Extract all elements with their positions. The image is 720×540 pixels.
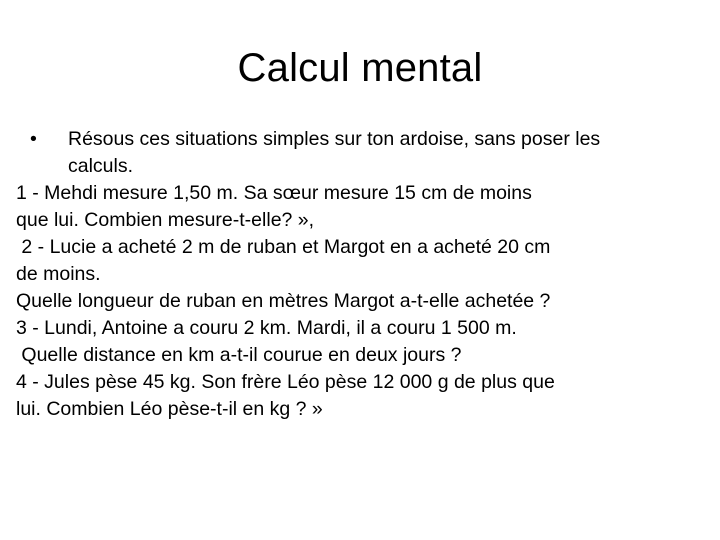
bullet-text-line-1: Résous ces situations simples sur ton ardoise, sans poser les <box>68 128 601 150</box>
problem-2-line-3: Quelle longueur de ruban en mètres Margot a-t-elle achetée ? <box>16 290 551 312</box>
problem-3-line-1: 3 - Lundi, Antoine a couru 2 km. Mardi, il a couru 1 500 m. <box>16 317 517 339</box>
problem-4-line-1: 4 - Jules pèse 45 kg. Son frère Léo pèse 12 000 g de plus que <box>16 371 555 393</box>
problem-2-line-2: de moins. <box>16 263 101 285</box>
problem-1-line-1: 1 - Mehdi mesure 1,50 m. Sa sœur mesure 15 cm de moins <box>16 182 532 204</box>
bullet-text-line-2: calculs. <box>68 155 134 177</box>
bullet-icon: • <box>30 128 37 150</box>
slide-body <box>16 126 706 423</box>
problem-1-line-2: que lui. Combien mesure-t-elle? », <box>16 209 320 231</box>
problem-2-line-1: 2 - Lucie a acheté 2 m de ruban et Margot en a acheté 20 cm <box>16 236 551 258</box>
problem-4-line-2: lui. Combien Léo pèse-t-il en kg ? » <box>16 398 323 420</box>
bullet-item <box>16 126 706 153</box>
problem-3-line-2: Quelle distance en km a-t-il courue en deux jours ? <box>16 344 462 366</box>
slide-title: Calcul mental <box>237 46 483 90</box>
